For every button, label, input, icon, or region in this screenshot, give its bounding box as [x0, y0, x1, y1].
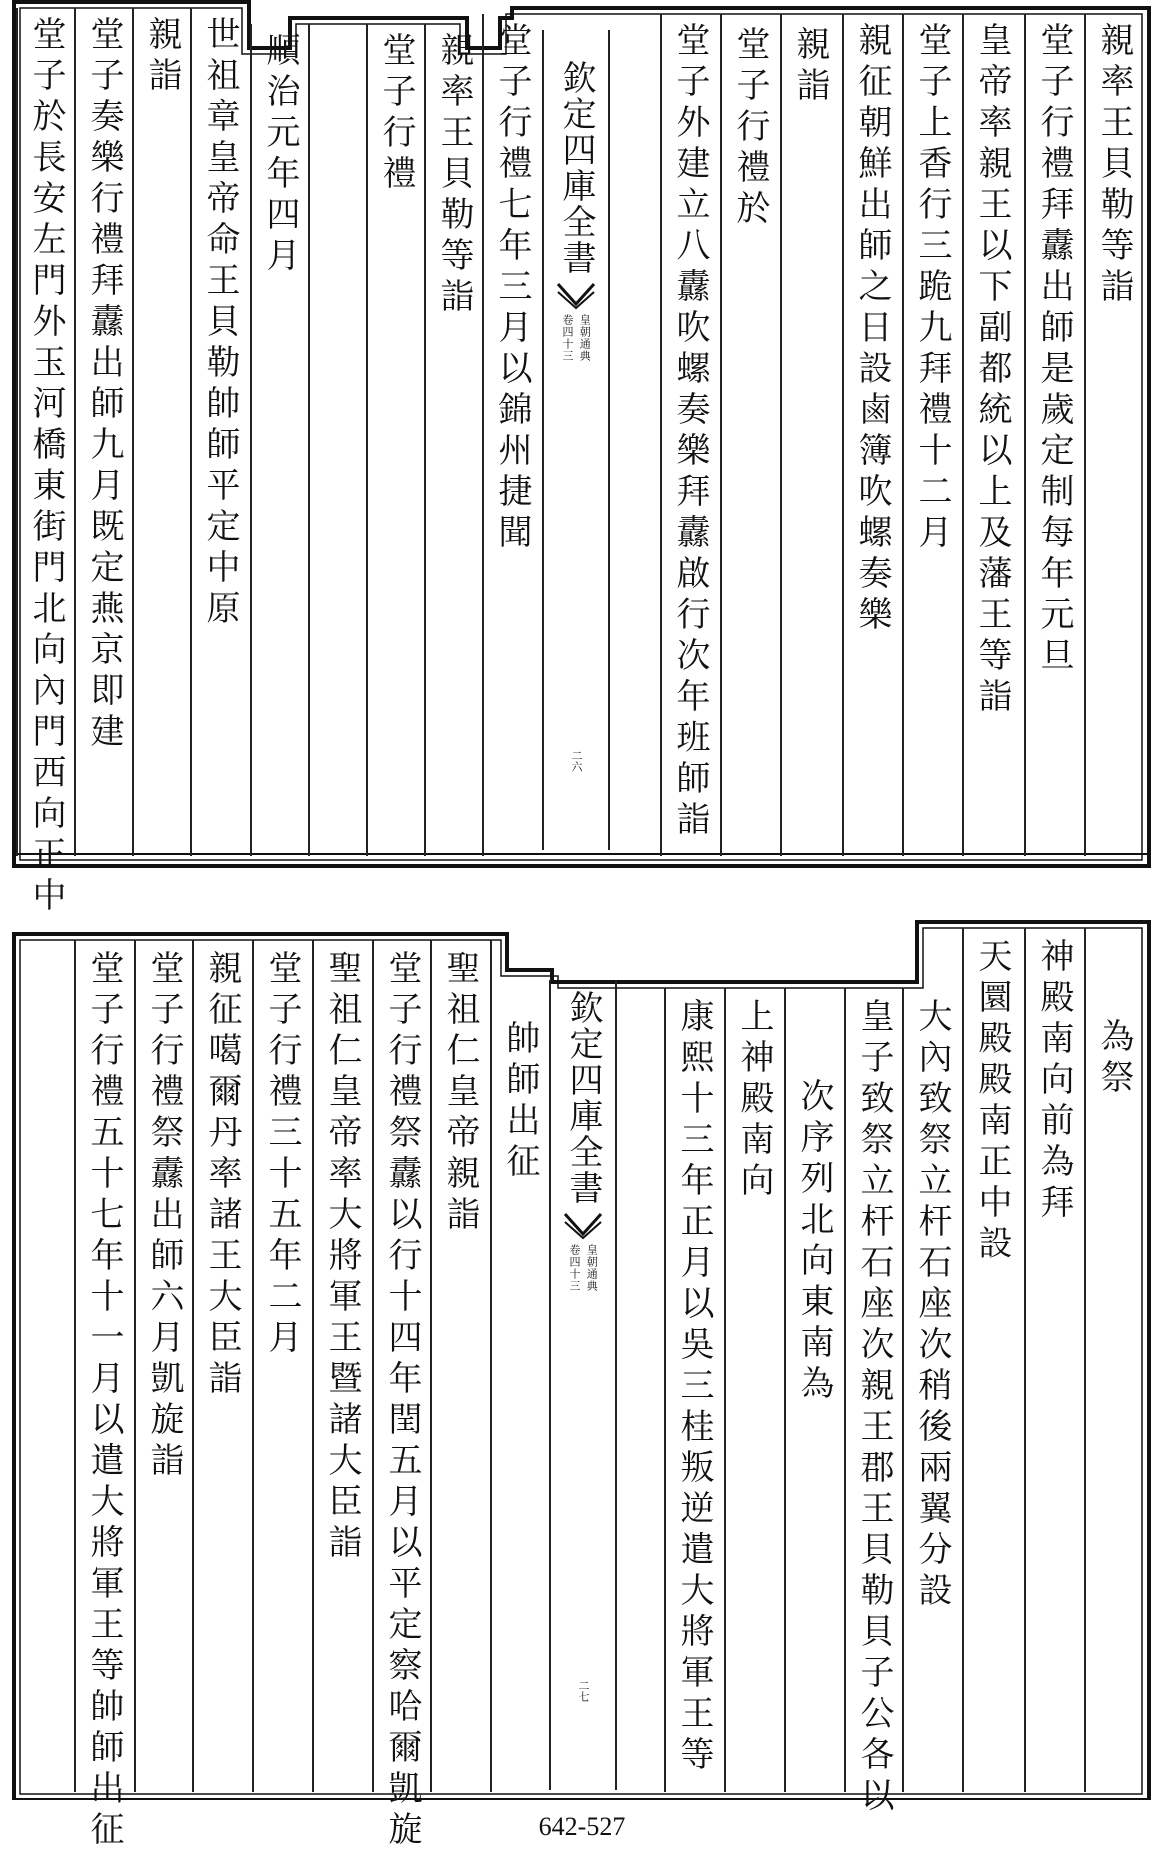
text-column — [312, 940, 370, 1792]
column-text: 神殿南向前為拜 — [1034, 938, 1074, 1225]
volume-number: 卷四十三 — [561, 314, 574, 362]
text-column — [664, 988, 722, 1792]
bottom-gutter — [549, 980, 617, 1790]
column-text: 親率王貝勒等詣 — [1094, 22, 1134, 309]
text-column — [430, 940, 488, 1792]
text-column — [1084, 14, 1142, 856]
column-text: 堂子行禮祭纛出師六月凱旋詣 — [144, 950, 184, 1483]
text-column — [962, 928, 1020, 1792]
text-column — [74, 8, 132, 856]
text-column — [490, 940, 548, 1792]
column-text: 次序列北向東南為 — [794, 1078, 834, 1406]
text-column — [724, 988, 782, 1792]
column-text: 親征朝鮮出師之日設鹵簿吹螺奏樂 — [852, 22, 892, 637]
column-text: 聖祖仁皇帝親詣 — [440, 950, 480, 1237]
text-column — [842, 14, 900, 856]
column-text: 聖祖仁皇帝率大將軍王暨諸大臣詣 — [322, 950, 362, 1565]
text-column — [74, 940, 132, 1852]
column-text: 親詣 — [790, 26, 830, 108]
folio-number: 二六 — [570, 750, 583, 772]
source-title: 皇朝通典 — [578, 314, 592, 362]
text-column — [308, 24, 366, 856]
column-text: 堂子行禮五十七年十一月以遣大將軍王等帥師出征 — [84, 950, 124, 1852]
text-column — [482, 14, 540, 856]
text-column — [660, 14, 718, 856]
text-column — [1024, 14, 1082, 856]
column-text: 世祖章皇帝命王貝勒帥師平定中原 — [200, 16, 240, 631]
fishtail-icon — [556, 282, 596, 310]
folio-number: 二七 — [577, 1680, 590, 1702]
text-column — [784, 988, 842, 1792]
text-column — [190, 8, 248, 856]
page-id: 642-527 — [538, 1812, 626, 1841]
text-column — [192, 940, 250, 1792]
text-column — [424, 24, 482, 856]
column-text: 堂子於長安左門外玉河橋東街門北向內門西向正中 — [26, 16, 66, 918]
column-text: 大內致祭立杆石座次稍後兩翼分設 — [912, 998, 952, 1613]
text-column — [844, 988, 902, 1818]
text-column — [372, 940, 430, 1852]
top-gutter — [542, 30, 610, 850]
volume-number: 卷四十三 — [568, 1244, 581, 1292]
column-text: 親率王貝勒等詣 — [434, 32, 474, 319]
column-text: 皇帝率親王以下副都統以上及藩王等詣 — [972, 22, 1012, 719]
text-column — [16, 8, 74, 918]
column-text: 上神殿南向 — [734, 998, 774, 1203]
column-text: 堂子上香行三跪九拜禮十二月 — [912, 22, 952, 555]
text-column — [250, 24, 308, 856]
column-text: 康熙十三年正月以吳三桂叛逆遣大將軍王等 — [674, 998, 714, 1777]
column-text: 天圜殿殿南正中設 — [972, 938, 1012, 1266]
column-text: 為祭 — [1094, 1018, 1134, 1100]
column-text: 堂子行禮七年三月以錦州捷聞 — [492, 22, 532, 555]
text-column — [134, 940, 192, 1792]
column-text: 堂子行禮祭纛以行十四年閏五月以平定察哈爾凱旋 — [382, 950, 422, 1852]
text-column — [1084, 928, 1142, 1792]
column-text: 堂子奏樂行禮拜纛出師九月既定燕京即建 — [84, 16, 124, 754]
text-column — [252, 940, 310, 1792]
text-column — [720, 14, 778, 856]
text-column — [962, 14, 1020, 856]
text-column — [902, 14, 960, 856]
book-title: 欽定四庫全書 — [556, 60, 596, 276]
column-text: 順治元年四月 — [260, 32, 300, 278]
text-column — [902, 988, 960, 1792]
column-text: 堂子行禮拜纛出師是歲定制每年元旦 — [1034, 22, 1074, 678]
text-column — [1024, 928, 1082, 1792]
column-text: 堂子行禮三十五年二月 — [262, 950, 302, 1360]
text-column — [132, 8, 190, 856]
column-text: 堂子外建立八纛吹螺奏樂拜纛啟行次年班師詣 — [670, 22, 710, 842]
column-text: 帥師出征 — [500, 1020, 540, 1184]
text-column — [366, 24, 424, 856]
fishtail-icon — [563, 1212, 603, 1240]
top-page — [12, 0, 1152, 918]
column-text: 堂子行禮 — [376, 32, 416, 196]
column-text: 親征噶爾丹率諸王大臣詣 — [202, 950, 242, 1401]
column-text: 皇子致祭立杆石座次親王郡王貝勒貝子公各以 — [854, 998, 894, 1818]
column-text: 堂子行禮於 — [730, 26, 770, 231]
source-title: 皇朝通典 — [585, 1244, 599, 1292]
text-column — [780, 14, 838, 856]
book-title: 欽定四庫全書 — [563, 990, 603, 1206]
column-text: 親詣 — [142, 16, 182, 98]
